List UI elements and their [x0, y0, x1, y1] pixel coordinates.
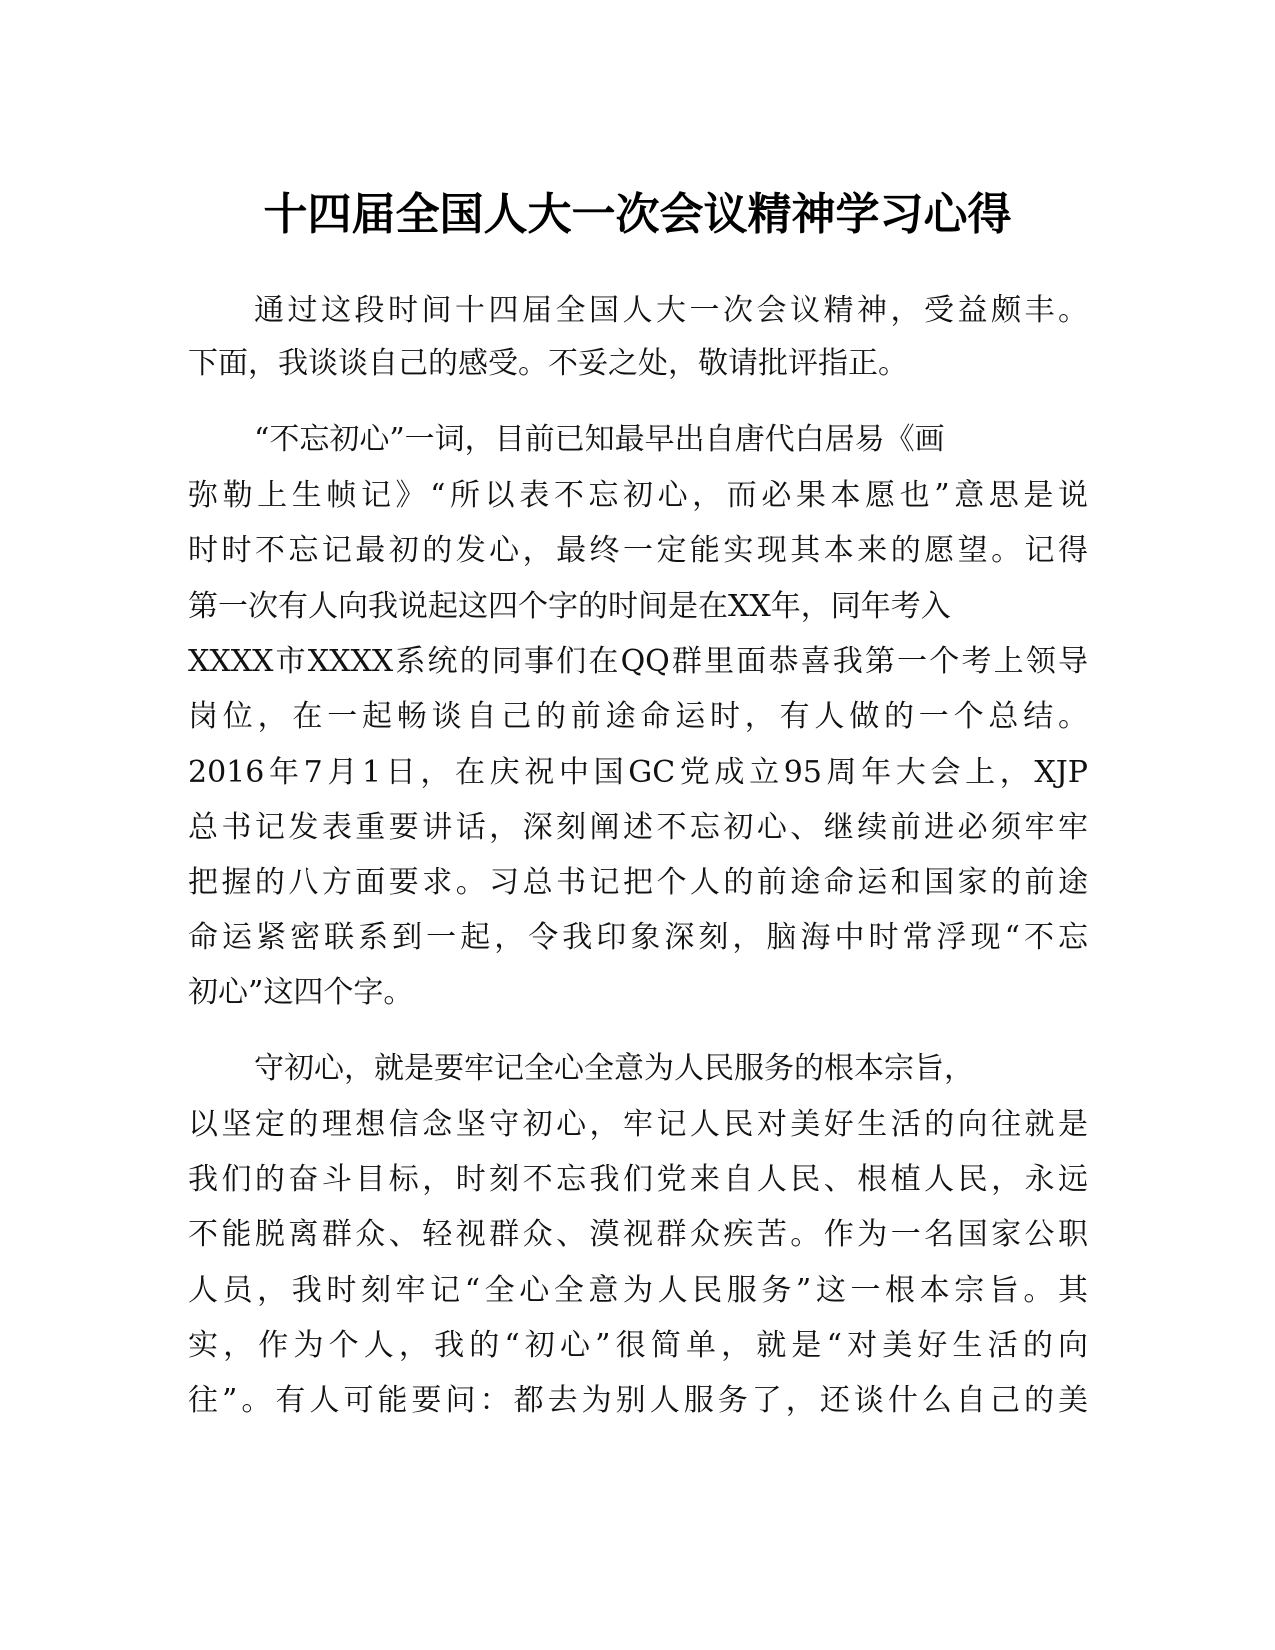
- paragraph-3-line-6: 实，作为个人，我的“初心”很简单，就是“对美好生活的向: [188, 1328, 1088, 1363]
- paragraph-3-line-3: 我们的奋斗目标，时刻不忘我们党来自人民、根植人民，永远: [188, 1162, 1088, 1197]
- paragraph-3-line-2: 以坚定的理想信念坚守初心，牢记人民对美好生活的向往就是: [188, 1107, 1088, 1142]
- paragraph-1-line-1: 通过这段时间十四届全国人大一次会议精神，受益颇丰。: [254, 293, 1088, 328]
- paragraph-3-line-4: 不能脱离群众、轻视群众、漠视群众疾苦。作为一名国家公职: [188, 1217, 1088, 1252]
- paragraph-2-line-11: 初心”这四个字。: [188, 975, 414, 1010]
- paragraph-2-line-6: 岗位，在一起畅谈自己的前途命运时，有人做的一个总结。: [188, 699, 1088, 734]
- document-title: 十四届全国人大一次会议精神学习心得: [263, 189, 1012, 240]
- paragraph-3-line-5: 人员，我时刻牢记“全心全意为人民服务”这一根本宗旨。其: [188, 1273, 1088, 1308]
- paragraph-3-line-1: 守初心，就是要牢记全心全意为人民服务的根本宗旨，: [254, 1051, 974, 1086]
- paragraph-2-line-10: 命运紧密联系到一起，令我印象深刻，脑海中时常浮现“不忘: [188, 920, 1088, 955]
- paragraph-2-line-1: “不忘初心”一词，目前已知最早出自唐代白居易《画: [254, 422, 945, 457]
- paragraph-3-line-7: 往”。有人可能要问：都去为别人服务了，还谈什么自己的美: [188, 1383, 1088, 1418]
- paragraph-2-line-4: 第一次有人向我说起这四个字的时间是在XX年，同年考入: [188, 589, 951, 624]
- paragraph-2-line-5: XXXX市XXXX系统的同事们在QQ群里面恭喜我第一个考上领导: [188, 644, 1088, 679]
- paragraph-2-line-3: 时时不忘记最初的发心，最终一定能实现其本来的愿望。记得: [188, 533, 1088, 568]
- paragraph-2-line-9: 把握的八方面要求。习总书记把个人的前途命运和国家的前途: [188, 865, 1088, 900]
- paragraph-2-line-8: 总书记发表重要讲话，深刻阐述不忘初心、继续前进必须牢牢: [188, 810, 1088, 845]
- paragraph-1-line-2: 下面，我谈谈自己的感受。不妥之处，敬请批评指正。: [188, 346, 908, 381]
- paragraph-2-line-2: 弥勒上生帧记》“所以表不忘初心，而必果本愿也”意思是说: [188, 478, 1088, 513]
- paragraph-2-line-7: 2016年7月1日，在庆祝中国GC党成立95周年大会上，XJP: [188, 755, 1088, 790]
